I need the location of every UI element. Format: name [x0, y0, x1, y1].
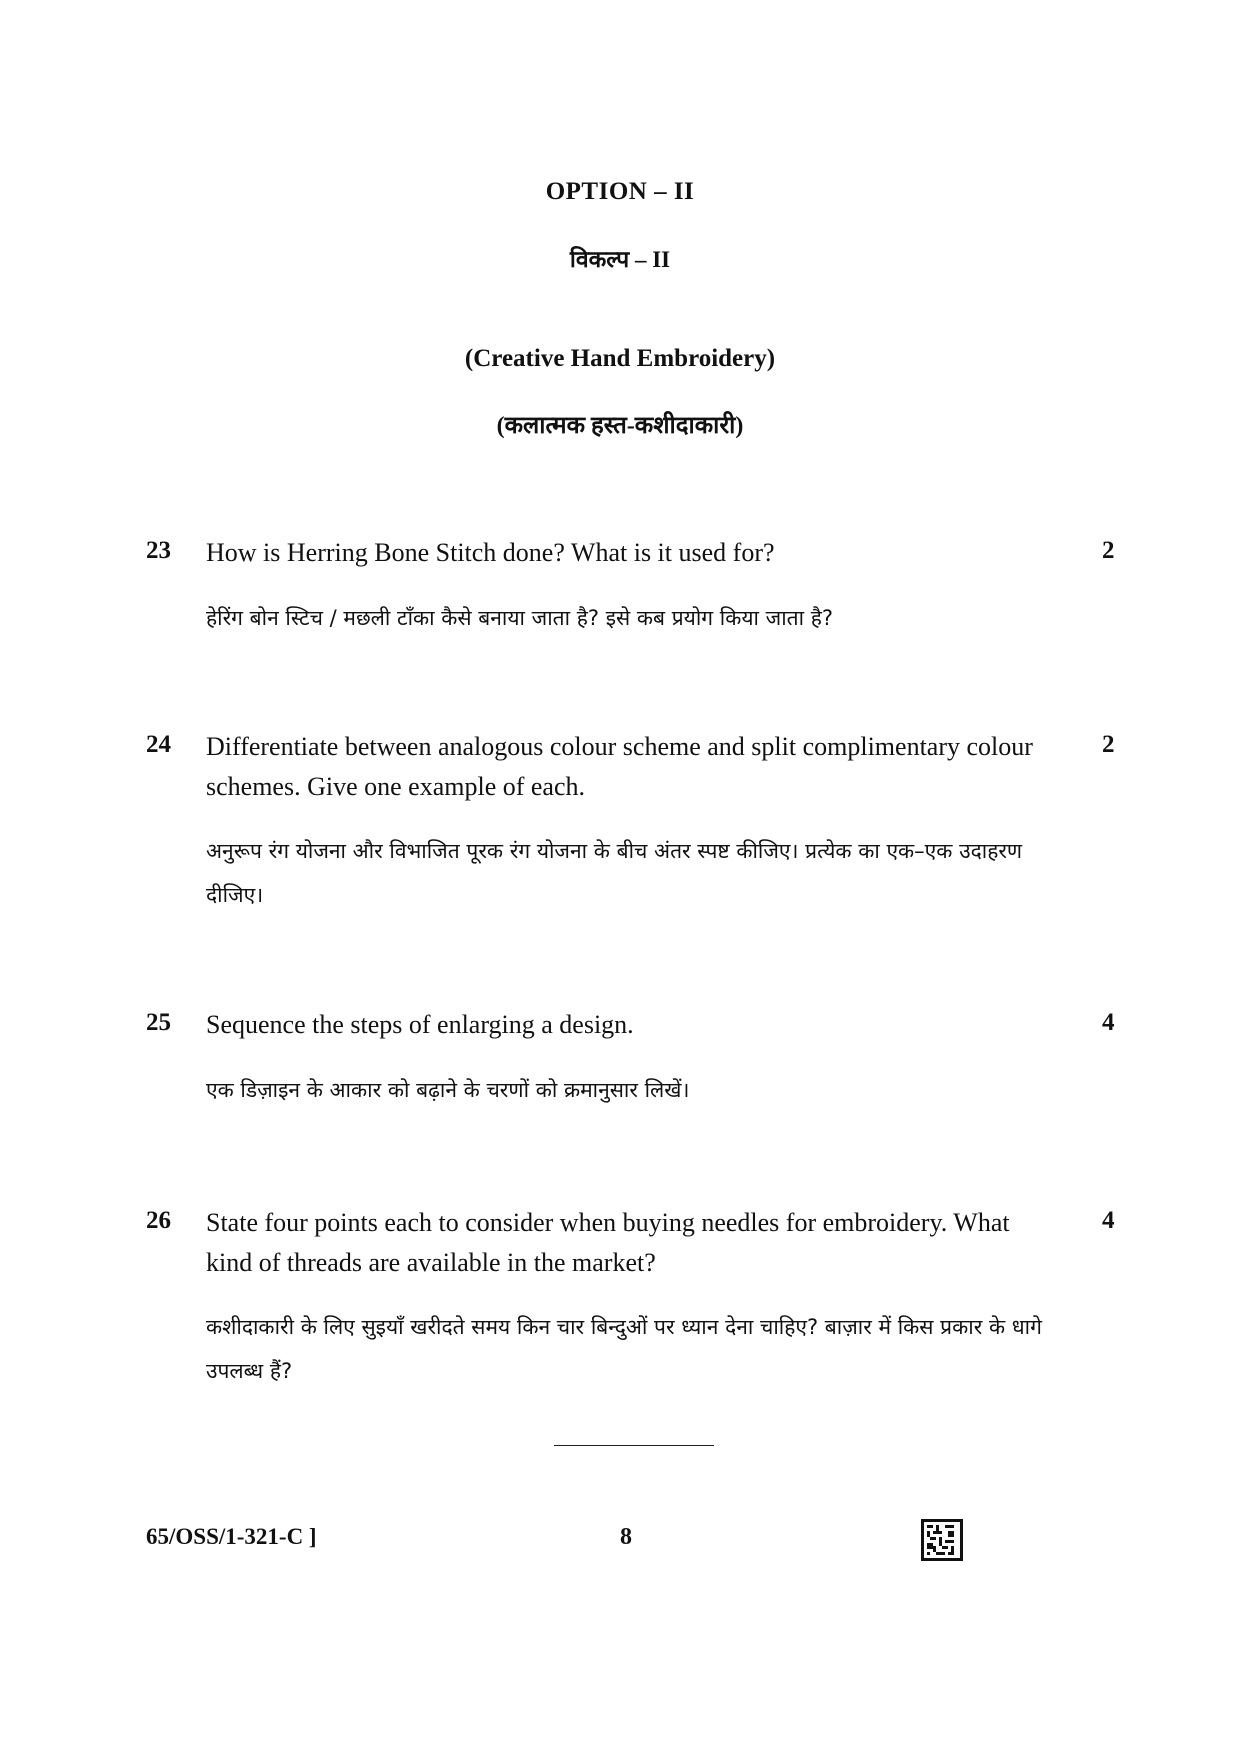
question-number: 26: [146, 1207, 171, 1234]
option-title-hindi: विकल्प – II: [569, 247, 671, 272]
question-marks: 2: [1102, 537, 1115, 564]
end-of-questions-rule: [554, 1445, 714, 1446]
page-number: 8: [620, 1524, 632, 1550]
question-text-english: Differentiate between analogous colour scheme and split complimentary colour schemes. Give one example of each.: [206, 732, 1033, 801]
question-text-hindi: अनुरूप रंग योजना और विभाजित पूरक रंग योजना के बीच अंतर स्पष्ट कीजिए। प्रत्येक का एक–एक उदाहरण दीजिए।: [206, 839, 1023, 907]
qr-code-icon: [921, 1519, 963, 1561]
question-number: 25: [146, 1009, 171, 1036]
section-title: (Creative Hand Embroidery): [464, 345, 776, 372]
question-text-english: Sequence the steps of enlarging a design.: [206, 1010, 634, 1039]
question-text-hindi: कशीदाकारी के लिए सुइयाँ खरीदते समय किन चार बिन्दुओं पर ध्यान देना चाहिए? बाज़ार में किस प्रकार के धागे उपलब्ध हैं?: [206, 1315, 1042, 1383]
question-text-hindi: एक डिज़ाइन के आकार को बढ़ाने के चरणों को क्रमानुसार लिखें।: [206, 1078, 690, 1102]
question-text-hindi: हेरिंग बोन स्टिच / मछली टाँका कैसे बनाया जाता है? इसे कब प्रयोग किया जाता है?: [206, 606, 834, 630]
question-marks: 2: [1102, 731, 1115, 758]
question-marks: 4: [1102, 1207, 1115, 1234]
question-text-english: State four points each to consider when buying needles for embroidery. What kind of threads are available in the market?: [206, 1208, 1010, 1277]
section-title-hindi: (कलात्मक हस्त-कशीदाकारी): [496, 413, 744, 439]
option-title: OPTION – II: [545, 178, 695, 205]
question-text-english: How is Herring Bone Stitch done? What is it used for?: [206, 538, 775, 567]
question-number: 23: [146, 537, 171, 564]
question-marks: 4: [1102, 1009, 1115, 1036]
question-number: 24: [146, 731, 171, 758]
paper-code: 65/OSS/1-321-C ]: [146, 1524, 317, 1549]
